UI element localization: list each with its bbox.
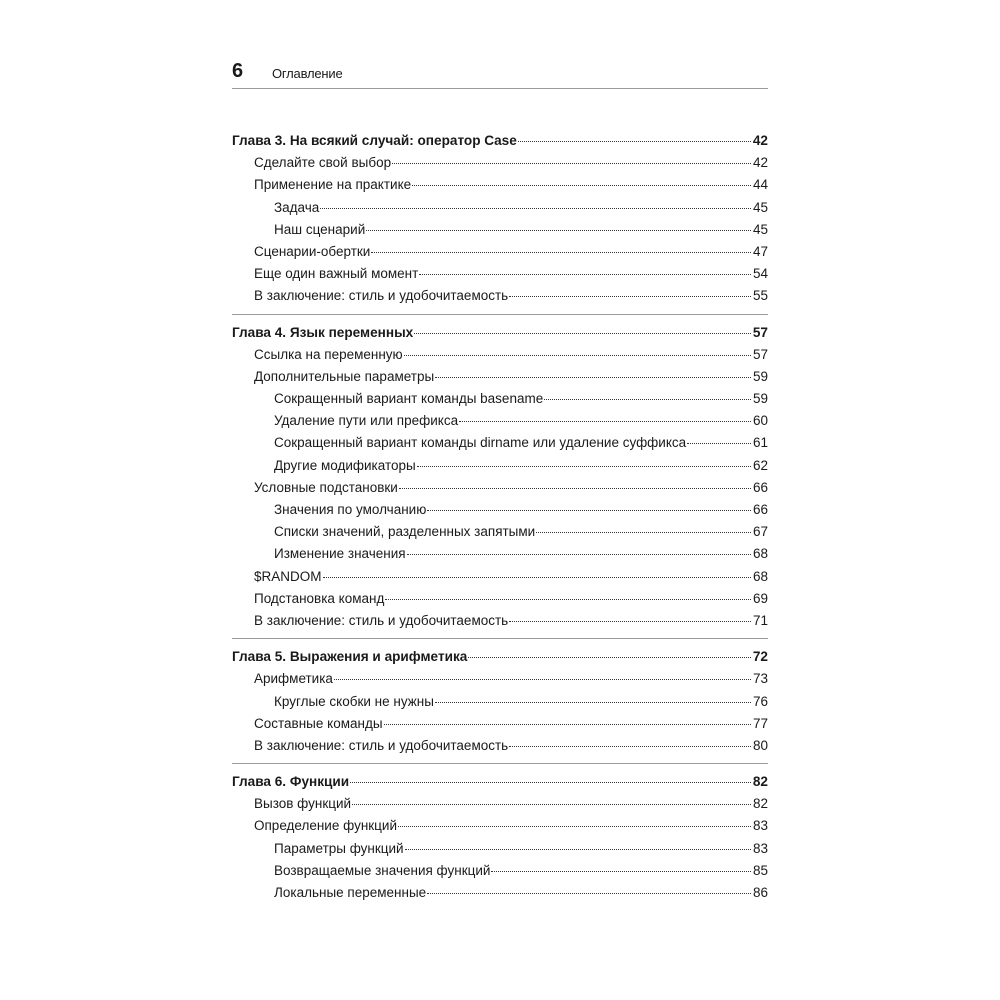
toc-entry-title: Еще один важный момент [254, 266, 419, 282]
toc-section-entry[interactable] [232, 735, 768, 757]
toc-entry-title: Арифметика [254, 671, 333, 687]
toc-chapter-block [232, 646, 768, 764]
toc-entry-title: Применение на практике [254, 177, 412, 193]
toc-subsection-entry[interactable] [232, 543, 768, 565]
toc-section-entry[interactable] [232, 344, 768, 366]
toc-subsection-entry[interactable] [232, 388, 768, 410]
toc-entry-page: 57 [752, 346, 768, 362]
toc-entry-title: Сокращенный вариант команды dirname или удаление суффикса [274, 435, 687, 451]
dot-leader [352, 803, 751, 805]
dot-leader [518, 140, 751, 142]
toc-entry-title: Значения по умолчанию [274, 502, 427, 517]
toc-section-entry[interactable] [232, 668, 768, 690]
toc-subsection-entry[interactable] [232, 521, 768, 543]
dot-leader [468, 656, 751, 658]
toc-chapter-block [232, 322, 768, 640]
toc-entry-page: 73 [752, 671, 768, 687]
toc-entry-title: Изменение значения [274, 546, 406, 562]
toc-entry-page: 57 [752, 324, 768, 340]
toc-section-entry[interactable] [232, 285, 768, 307]
toc-subsection-entry[interactable] [232, 499, 768, 521]
toc-entry-title: Составные команды [254, 715, 383, 731]
toc-chapter-entry[interactable] [232, 130, 768, 152]
toc-chapter-entry[interactable] [232, 322, 768, 344]
toc-entry-page: 66 [752, 502, 768, 517]
toc-entry-page: 85 [752, 862, 768, 878]
dot-leader [412, 184, 751, 186]
toc-subsection-entry[interactable] [232, 691, 768, 713]
toc-entry-title: Списки значений, разделенных запятыми [274, 524, 536, 540]
dot-leader [419, 273, 751, 275]
dot-leader [404, 354, 751, 356]
toc-entry-page: 54 [752, 266, 768, 282]
toc-entry-page: 86 [752, 885, 768, 900]
toc-entry-title: Сценарии-обертки [254, 243, 371, 259]
toc-chapter-entry[interactable] [232, 646, 768, 668]
toc-entry-title: Возвращаемые значения функций [274, 862, 491, 878]
toc-entry-title: $RANDOM [254, 568, 322, 584]
dot-leader [399, 487, 751, 489]
dot-leader [384, 723, 751, 725]
toc-subsection-entry[interactable] [232, 838, 768, 860]
toc-entry-page: 67 [752, 524, 768, 540]
toc-entry-page: 68 [752, 568, 768, 584]
toc-subsection-entry[interactable] [232, 882, 768, 904]
toc-section-entry[interactable] [232, 477, 768, 499]
toc-entry-page: 42 [752, 155, 768, 171]
dot-leader [544, 398, 751, 400]
dot-leader [687, 442, 751, 444]
toc-entry-page: 83 [752, 818, 768, 834]
toc-entry-page: 59 [752, 391, 768, 407]
toc-section-entry[interactable] [232, 152, 768, 174]
page-number: 6 [232, 60, 244, 82]
toc-entry-page: 68 [752, 546, 768, 562]
toc-entry-page: 71 [752, 612, 768, 628]
toc-section-entry[interactable] [232, 815, 768, 837]
dot-leader [334, 678, 751, 680]
toc-entry-title: Глава 5. Выражения и арифметика [232, 649, 468, 665]
toc-entry-title: Удаление пути или префикса [274, 413, 459, 429]
toc-entry-page: 77 [752, 715, 768, 731]
toc-entry-page: 82 [752, 796, 768, 812]
toc-entry-title: Локальные переменные [274, 885, 427, 900]
toc-subsection-entry[interactable] [232, 197, 768, 219]
toc-entry-page: 55 [752, 288, 768, 304]
toc-entry-page: 66 [752, 479, 768, 495]
dot-leader [435, 701, 751, 703]
toc-entry-page: 61 [752, 435, 768, 451]
toc-entry-page: 83 [752, 840, 768, 856]
toc-entry-page: 45 [752, 221, 768, 237]
toc-entry-title: Определение функций [254, 818, 397, 834]
toc-subsection-entry[interactable] [232, 455, 768, 477]
toc-entry-title: Глава 6. Функции [232, 774, 350, 790]
toc-entry-title: Круглые скобки не нужны [274, 693, 434, 709]
toc-entry-title: В заключение: стиль и удобочитаемость [254, 612, 509, 628]
dot-leader [320, 207, 751, 209]
toc-entry-page: 44 [752, 177, 768, 193]
dot-leader [392, 162, 751, 164]
toc-entry-page: 45 [752, 199, 768, 215]
toc-entry-page: 80 [752, 737, 768, 753]
toc-section-entry[interactable] [232, 241, 768, 263]
dot-leader [509, 295, 751, 297]
dot-leader [366, 229, 751, 231]
toc-chapter-entry[interactable] [232, 771, 768, 793]
toc-entry-title: Сокращенный вариант команды basename [274, 391, 544, 407]
toc-chapter-block [232, 771, 768, 910]
dot-leader [371, 251, 751, 253]
toc-entry-title: Глава 3. На всякий случай: оператор Case [232, 133, 517, 148]
dot-leader [536, 531, 751, 533]
page-header [232, 58, 768, 89]
toc-entry-title: Другие модификаторы [274, 457, 416, 473]
dot-leader [417, 465, 751, 467]
dot-leader [405, 848, 751, 850]
toc-section-entry[interactable] [232, 588, 768, 610]
dot-leader [385, 598, 751, 600]
toc-entry-title: В заключение: стиль и удобочитаемость [254, 737, 509, 753]
dot-leader [407, 553, 751, 555]
toc-section-entry[interactable] [232, 174, 768, 196]
toc-entry-page: 60 [752, 413, 768, 429]
toc-entry-title: Ссылка на переменную [254, 346, 403, 362]
table-of-contents [232, 130, 768, 917]
toc-entry-title: Вызов функций [254, 796, 352, 812]
dot-leader [323, 576, 751, 578]
toc-section-entry[interactable] [232, 713, 768, 735]
toc-entry-page: 47 [752, 243, 768, 259]
toc-subsection-entry[interactable] [232, 432, 768, 454]
dot-leader [509, 745, 751, 747]
toc-entry-page: 82 [752, 774, 768, 790]
dot-leader [491, 870, 751, 872]
running-head-title: Оглавление [272, 66, 343, 81]
dot-leader [398, 825, 751, 827]
toc-entry-page: 69 [752, 590, 768, 606]
toc-entry-page: 76 [752, 693, 768, 709]
toc-entry-title: Наш сценарий [274, 221, 366, 237]
toc-section-entry[interactable] [232, 263, 768, 285]
toc-section-entry[interactable] [232, 366, 768, 388]
toc-entry-page: 62 [752, 457, 768, 473]
dot-leader [427, 509, 751, 511]
dot-leader [509, 620, 751, 622]
dot-leader [350, 781, 751, 783]
toc-section-entry[interactable] [232, 793, 768, 815]
toc-entry-title: Глава 4. Язык переменных [232, 324, 414, 340]
dot-leader [459, 420, 751, 422]
toc-entry-title: Параметры функций [274, 840, 404, 856]
dot-leader [427, 892, 751, 894]
toc-subsection-entry[interactable] [232, 860, 768, 882]
toc-entry-page: 72 [752, 649, 768, 665]
toc-entry-title: Условные подстановки [254, 479, 398, 495]
toc-subsection-entry[interactable] [232, 410, 768, 432]
toc-entry-title: Дополнительные параметры [254, 368, 435, 384]
toc-subsection-entry[interactable] [232, 219, 768, 241]
toc-entry-title: Сделайте свой выбор [254, 155, 392, 171]
toc-section-entry[interactable] [232, 610, 768, 632]
toc-chapter-block [232, 130, 768, 315]
toc-entry-page: 42 [752, 133, 768, 148]
toc-section-entry[interactable] [232, 566, 768, 588]
toc-entry-page: 59 [752, 368, 768, 384]
dot-leader [414, 332, 751, 334]
dot-leader [435, 376, 751, 378]
toc-entry-title: Задача [274, 199, 320, 215]
toc-entry-title: В заключение: стиль и удобочитаемость [254, 288, 509, 304]
toc-entry-title: Подстановка команд [254, 590, 385, 606]
